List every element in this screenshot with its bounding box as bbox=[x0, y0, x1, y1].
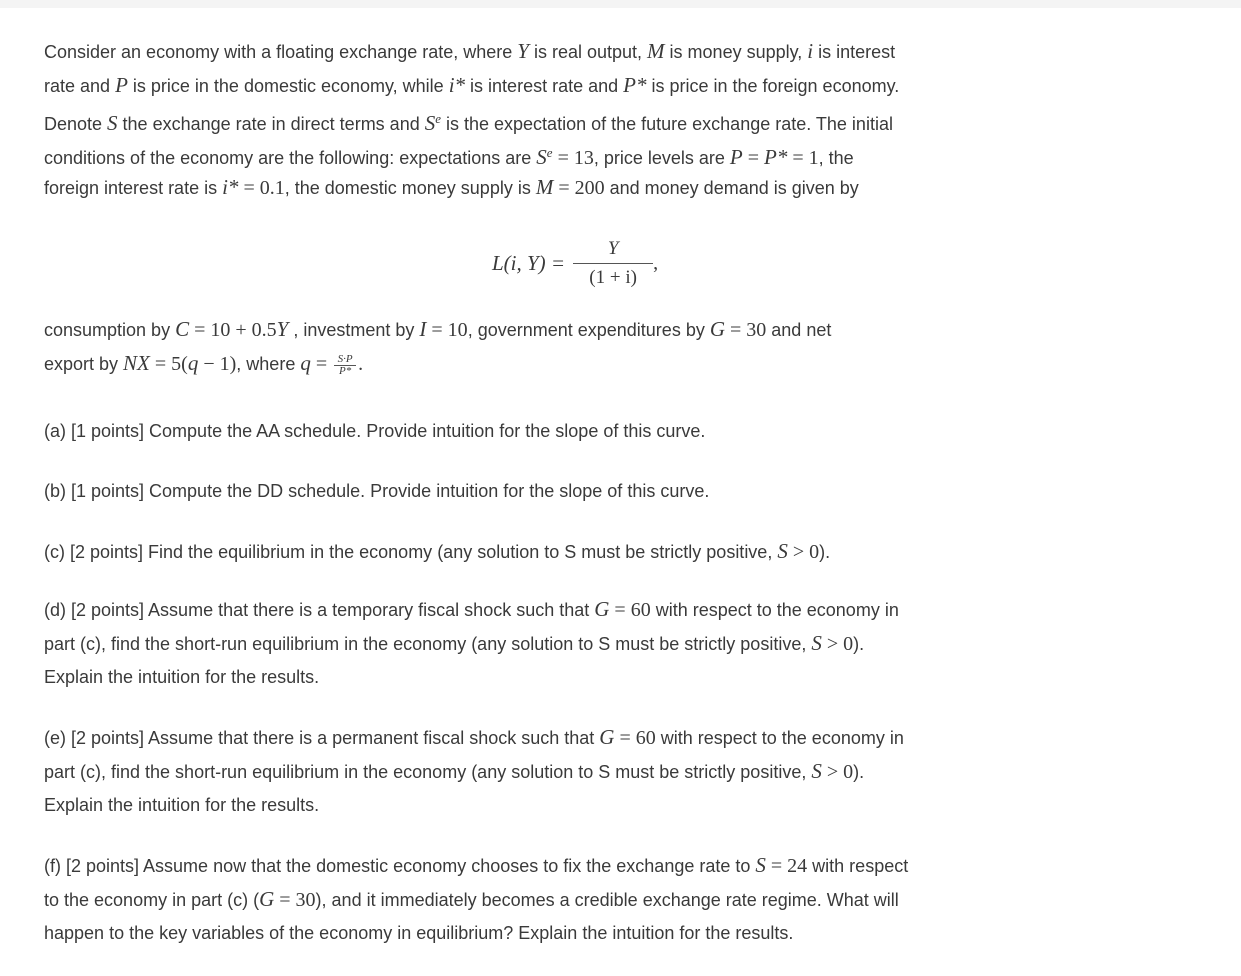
question-a: (a) [1 points] Compute the AA schedule. Provide intuition for the slope of this curve. bbox=[44, 421, 706, 441]
top-strip bbox=[0, 0, 1241, 8]
intro-line-1: Consider an economy with a floating exchange rate, where Y is real output, M is money supply, i is interest bbox=[44, 39, 896, 63]
intro-line-2: rate and P is price in the domestic economy, while i* is interest rate and P* is price in the foreign economy. bbox=[44, 73, 900, 97]
q-fraction: $\frac{S\cdot P}{P*}$ bbox=[334, 354, 356, 377]
intro-line-4: conditions of the economy are the following: expectations are $S^e = 13$, price levels are P = P* = 1, the bbox=[44, 145, 854, 169]
question-c: (c) [2 points] Find the equilibrium in the economy (any solution to S must be strictly positive, S > 0). bbox=[44, 539, 831, 563]
question-d: (d) [2 points] Assume that there is a temporary fiscal shock such that G = 60 with respect to the economy in part (c), find the short-run equilibrium in the economy (any solution to S must be strictly positive, S > 0). Explain the intuition for the results. bbox=[44, 597, 899, 687]
intro-line-5: foreign interest rate is i* = 0.1, the domestic money supply is M = 200 and money demand is given by bbox=[44, 175, 859, 199]
equation-fraction: $\frac{Y}{(1 + i)}$ bbox=[573, 238, 653, 289]
question-e: (e) [2 points] Assume that there is a permanent fiscal shock such that G = 60 with respect to the economy in part (c), find the short-run equilibrium in the economy (any solution to S must be strictly positive, S > 0). Explain the intuition for the results. bbox=[44, 725, 904, 815]
money-demand-equation: L(i, Y) = $\frac{Y}{(1 + i)}$ , bbox=[492, 237, 659, 288]
economy-spec-paragraph bbox=[44, 312, 831, 380]
spec-line-2: export by NX = 5(q − 1), where q = $\frac{S\cdot P}{P*}$ . bbox=[44, 351, 364, 377]
spec-line-1: consumption by C = 10 + 0.5Y , investment by I = 10, government expenditures by G = 30 and net bbox=[44, 317, 832, 341]
question-f: (f) [2 points] Assume now that the domestic economy chooses to fix the exchange rate to S = 24 with respect to the economy in part (c) (G = 30), and it immediately becomes a credible exchange rate regime. What will happen to the key variables of the economy in equilibrium? Explain the intuition for the results. bbox=[44, 853, 909, 943]
question-b: (b) [1 points] Compute the DD schedule. Provide intuition for the slope of this curve. bbox=[44, 481, 710, 501]
intro-paragraph bbox=[44, 34, 899, 204]
intro-line-3: Denote S the exchange rate in direct terms and $S^e$ is the expectation of the future exchange rate. The initial bbox=[44, 111, 893, 135]
